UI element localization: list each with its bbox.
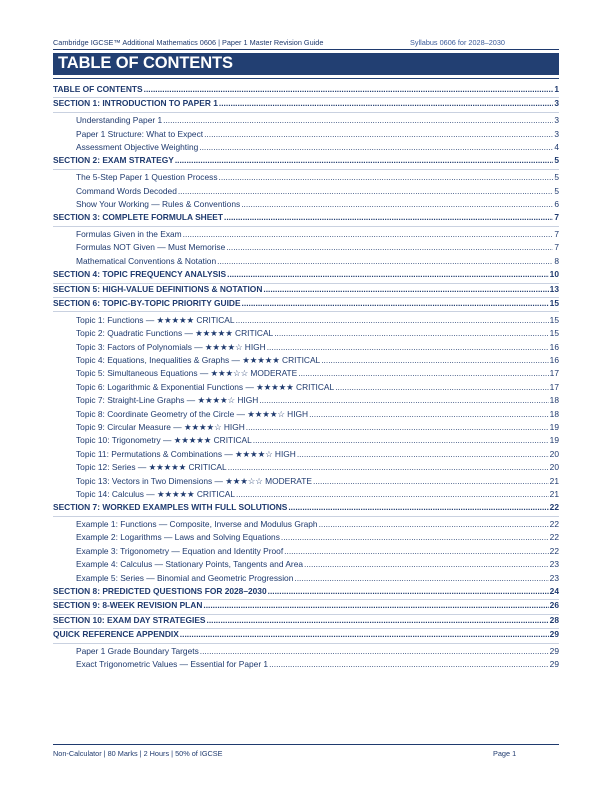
toc-entry-page: 4 [554,141,559,152]
toc-subsection-entry[interactable] [53,355,559,368]
toc-section-entry[interactable] [53,84,559,98]
toc-entry-page: 20 [549,462,559,473]
toc-subsection-entry[interactable] [53,489,559,502]
toc-dot-leader [199,142,553,152]
toc-dot-leader [203,600,548,610]
toc-entry-page: 7 [554,242,559,253]
toc-entry-page: 15 [549,328,559,339]
toc-entry-label: Topic 7: Straight-Line Graphs — ★★★★☆ HIGH [76,395,259,406]
toc-entry-page: 5 [554,172,559,183]
toc-entry-label: Topic 14: Calculus — ★★★★★ CRITICAL [76,488,236,499]
toc-dot-leader [175,155,554,165]
toc-dot-leader [267,342,549,352]
toc-entry-label: Topic 8: Coordinate Geometry of the Circle — ★★★★☆ HIGH [76,408,309,419]
toc-entry-label: TABLE OF CONTENTS [53,84,143,94]
toc-entry-page: 22 [549,519,559,530]
page-footer [53,749,559,758]
toc-subsection-entry[interactable] [53,229,559,242]
toc-subsection-entry[interactable] [53,368,559,381]
toc-dot-leader [298,368,548,378]
toc-subsection-entry[interactable] [53,395,559,408]
toc-subsection-entry[interactable] [53,546,559,559]
header-title: Cambridge IGCSE™ Additional Mathematics 0606 | Paper 1 Master Revision Guide [53,38,324,47]
toc-entry-label: SECTION 6: TOPIC-BY-TOPIC PRIORITY GUIDE [53,298,241,309]
toc-subsection-entry[interactable] [53,129,559,142]
toc-entry-page: 3 [554,98,559,109]
toc-entry-page: 3 [554,128,559,139]
toc-entry-label: Topic 2: Quadratic Functions — ★★★★★ CRITICAL [76,328,274,339]
toc-entry-page: 28 [549,614,559,625]
toc-section-entry[interactable] [53,586,559,600]
toc-dot-leader [313,476,549,486]
toc-subsection-entry[interactable] [53,422,559,435]
toc-entry-label: Assessment Objective Weighting [76,141,199,152]
toc-subsection-entry[interactable] [53,409,559,422]
toc-entry-label: SECTION 9: 8-WEEK REVISION PLAN [53,600,203,611]
table-of-contents [53,84,559,673]
toc-subsection-entry[interactable] [53,186,559,199]
toc-entry-page: 21 [549,475,559,486]
toc-subsection-entry[interactable] [53,172,559,185]
toc-subsection-entry[interactable] [53,256,559,269]
toc-entry-label: Example 1: Functions — Composite, Inverse and Modulus Graph [76,519,318,530]
toc-subsection-entry[interactable] [53,476,559,489]
toc-entry-label: Example 3: Trigonometry — Equation and Identity Proof [76,545,284,556]
toc-dot-leader [200,646,549,656]
toc-section-entry[interactable] [53,502,559,516]
toc-entry-page: 17 [549,368,559,379]
toc-entry-page: 15 [549,298,559,309]
toc-entry-label: Formulas NOT Given — Must Memorise [76,242,226,253]
toc-entry-page: 29 [549,659,559,670]
toc-entry-page: 6 [554,198,559,209]
toc-dot-leader [304,559,549,569]
toc-entry-label: SECTION 5: HIGH-VALUE DEFINITIONS & NOTATION [53,283,263,294]
title-banner [53,53,559,75]
toc-subsection-entry[interactable] [53,242,559,255]
toc-entry-label: Exact Trigonometric Values — Essential for Paper 1 [76,659,269,670]
toc-dot-leader [259,395,548,405]
toc-dot-leader [163,115,553,125]
toc-entry-page: 5 [554,155,559,166]
toc-section-entry[interactable] [53,615,559,629]
toc-dot-leader [294,573,548,583]
toc-dot-leader [207,615,549,625]
toc-dot-leader [297,449,549,459]
toc-entry-label: SECTION 3: COMPLETE FORMULA SHEET [53,212,223,223]
toc-entry-page: 16 [549,341,559,352]
toc-dot-leader [226,242,553,252]
toc-entry-label: Topic 13: Vectors in Two Dimensions — ★★★☆☆ MODERATE [76,475,312,486]
toc-dot-leader [219,172,554,182]
toc-entry-label: Topic 9: Circular Measure — ★★★★☆ HIGH [76,421,245,432]
toc-dot-leader [335,382,548,392]
toc-entry-page: 3 [554,115,559,126]
toc-dot-leader [217,256,553,266]
toc-dot-leader [242,298,549,308]
toc-dot-leader [274,328,548,338]
toc-entry-page: 1 [554,84,559,94]
toc-entry-label: Example 5: Series — Binomial and Geometric Progression [76,572,294,583]
page-title: TABLE OF CONTENTS [58,54,233,72]
toc-section-entry[interactable] [53,212,559,226]
toc-dot-leader [321,355,548,365]
toc-dot-leader [178,186,553,196]
toc-entry-label: Topic 3: Factors of Polynomials — ★★★★☆ HIGH [76,341,266,352]
toc-dot-leader [281,532,549,542]
toc-dot-leader [227,269,549,279]
toc-entry-page: 8 [554,255,559,266]
toc-subsection-entry[interactable] [53,382,559,395]
toc-dot-leader [144,84,554,94]
toc-entry-label: Command Words Decoded [76,185,177,196]
toc-dot-leader [236,489,549,499]
toc-subsection-entry[interactable] [53,449,559,462]
toc-subsection-entry[interactable] [53,573,559,586]
toc-entry-label: Topic 4: Equations, Inequalities & Graphs — ★★★★★ CRITICAL [76,354,321,365]
header-syllabus: Syllabus 0606 for 2028–2030 [410,38,505,47]
toc-entry-page: 19 [549,421,559,432]
toc-entry-page: 21 [549,488,559,499]
toc-subsection-entry[interactable] [53,646,559,659]
toc-dot-leader [180,629,549,639]
toc-entry-label: SECTION 10: EXAM DAY STRATEGIES [53,614,206,625]
title-rule [53,78,559,79]
toc-section-entry[interactable] [53,269,559,283]
toc-subsection-entry[interactable] [53,115,559,128]
toc-section-entry[interactable] [53,298,559,312]
toc-entry-label: Topic 12: Series — ★★★★★ CRITICAL [76,462,227,473]
toc-entry-page: 5 [554,185,559,196]
toc-entry-label: QUICK REFERENCE APPENDIX [53,629,179,640]
toc-dot-leader [219,98,553,108]
toc-dot-leader [183,229,554,239]
toc-dot-leader [246,422,549,432]
toc-dot-leader [288,502,548,512]
toc-entry-label: Topic 1: Functions — ★★★★★ CRITICAL [76,314,235,325]
toc-entry-page: 22 [549,545,559,556]
toc-entry-page: 13 [549,283,559,294]
toc-entry-page: 20 [549,448,559,459]
footer-info: Non-Calculator | 80 Marks | 2 Hours | 50% of IGCSE [53,749,223,758]
toc-subsection-entry[interactable] [53,519,559,532]
toc-dot-leader [263,284,548,294]
toc-entry-label: Paper 1 Structure: What to Expect [76,128,204,139]
toc-entry-label: Topic 6: Logarithmic & Exponential Functions — ★★★★★ CRITICAL [76,381,335,392]
toc-entry-label: Topic 11: Permutations & Combinations — ★★★★☆ HIGH [76,448,296,459]
toc-dot-leader [253,435,549,445]
page-number: Page 1 [493,749,517,758]
toc-entry-label: SECTION 7: WORKED EXAMPLES WITH FULL SOLUTIONS [53,502,288,513]
toc-dot-leader [319,519,549,529]
toc-entry-page: 29 [549,629,559,640]
toc-dot-leader [269,659,549,669]
toc-entry-label: Formulas Given in the Exam [76,229,182,240]
toc-entry-label: Example 4: Calculus — Stationary Points, Tangents and Area [76,559,304,570]
toc-subsection-entry[interactable] [53,532,559,545]
toc-entry-page: 15 [549,314,559,325]
toc-subsection-entry[interactable] [53,342,559,355]
toc-subsection-entry[interactable] [53,462,559,475]
toc-entry-label: SECTION 2: EXAM STRATEGY [53,155,174,166]
toc-entry-page: 10 [549,269,559,280]
toc-dot-leader [241,199,553,209]
toc-entry-page: 17 [549,381,559,392]
toc-dot-leader [228,462,549,472]
footer-divider [53,744,559,745]
toc-dot-leader [309,409,549,419]
toc-section-entry[interactable] [53,600,559,614]
toc-subsection-entry[interactable] [53,559,559,572]
toc-subsection-entry[interactable] [53,315,559,328]
toc-dot-leader [204,129,553,139]
toc-entry-page: 26 [549,600,559,611]
toc-section-entry[interactable] [53,284,559,298]
header-divider [53,49,559,50]
toc-section-entry[interactable] [53,629,559,643]
toc-entry-label: Understanding Paper 1 [76,115,163,126]
toc-dot-leader [268,586,549,596]
toc-entry-page: 18 [549,395,559,406]
toc-section-entry[interactable] [53,98,559,112]
toc-entry-label: SECTION 1: INTRODUCTION TO PAPER 1 [53,98,218,109]
toc-entry-page: 7 [554,212,559,223]
toc-entry-label: Mathematical Conventions & Notation [76,255,217,266]
toc-entry-label: SECTION 8: PREDICTED QUESTIONS FOR 2028–2030 [53,586,267,597]
toc-entry-page: 24 [549,586,559,597]
toc-subsection-entry[interactable] [53,142,559,155]
toc-dot-leader [284,546,549,556]
toc-entry-page: 22 [549,532,559,543]
toc-dot-leader [224,212,553,222]
toc-entry-page: 29 [549,645,559,656]
toc-entry-page: 7 [554,229,559,240]
toc-entry-label: SECTION 4: TOPIC FREQUENCY ANALYSIS [53,269,227,280]
toc-entry-label: Topic 10: Trigonometry — ★★★★★ CRITICAL [76,435,252,446]
toc-subsection-entry[interactable] [53,435,559,448]
toc-entry-page: 23 [549,559,559,570]
toc-entry-page: 23 [549,572,559,583]
toc-entry-label: Topic 5: Simultaneous Equations — ★★★☆☆ MODERATE [76,368,298,379]
toc-subsection-entry[interactable] [53,659,559,672]
toc-entry-label: Show Your Working — Rules & Conventions [76,198,241,209]
toc-entry-page: 16 [549,354,559,365]
toc-entry-label: The 5-Step Paper 1 Question Process [76,172,218,183]
toc-entry-page: 18 [549,408,559,419]
toc-entry-label: Example 2: Logarithms — Laws and Solving Equations [76,532,280,543]
toc-entry-page: 19 [549,435,559,446]
toc-section-entry[interactable] [53,155,559,169]
toc-subsection-entry[interactable] [53,328,559,341]
toc-entry-page: 22 [549,502,559,513]
toc-subsection-entry[interactable] [53,199,559,212]
toc-dot-leader [236,315,549,325]
toc-entry-label: Paper 1 Grade Boundary Targets [76,645,199,656]
